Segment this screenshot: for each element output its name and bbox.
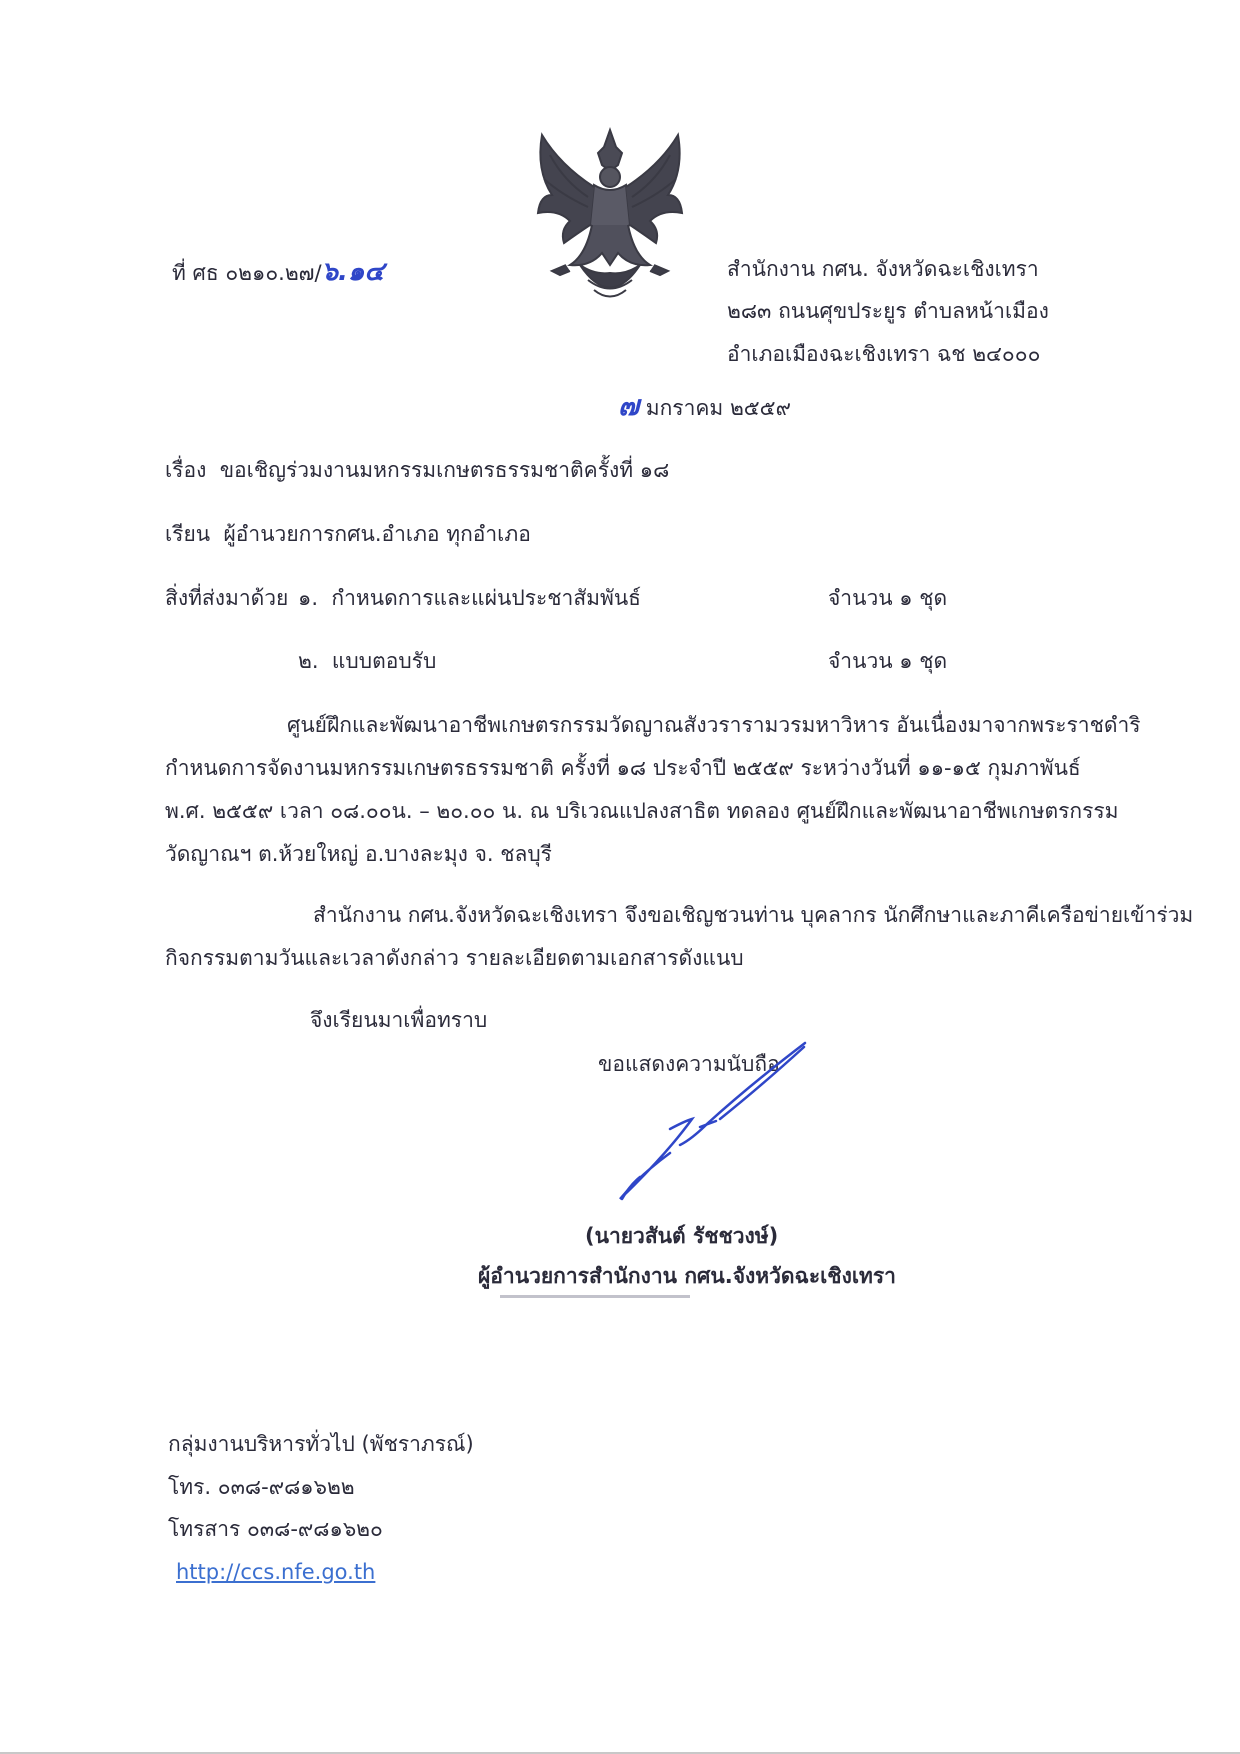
- reference-prefix: ที่ ศธ ๐๒๑๐.๒๗/: [172, 261, 322, 285]
- signer-name: (นายวสันต์ รัชชวงษ์): [585, 1224, 779, 1248]
- enclosure-number: ๒.: [298, 649, 319, 673]
- recipient-text: ผู้อำนวยการกศน.อำเภอ ทุกอำเภอ: [223, 522, 531, 546]
- footer-fax: โทรสาร ๐๓๘-๙๘๑๖๒๐: [168, 1517, 383, 1541]
- body-paragraph-1: [165, 704, 1145, 876]
- recipient-line: [165, 520, 531, 548]
- paragraph-line: วัดญาณฯ ต.ห้วยใหญ่ อ.บางละมุง จ. ชลบุรี: [165, 842, 552, 866]
- subject-label: เรื่อง: [165, 458, 207, 482]
- footer-unit: กลุ่มงานบริหารทั่วไป (พัชราภรณ์): [168, 1432, 474, 1456]
- enclosures-label: สิ่งที่ส่งมาด้วย: [165, 586, 289, 610]
- recipient-label: เรียน: [165, 522, 211, 546]
- letter-date: [618, 389, 791, 422]
- enclosure-text: แบบตอบรับ: [331, 649, 437, 673]
- signature-icon: [600, 1035, 820, 1205]
- sender-line-1: สำนักงาน กศน. จังหวัดฉะเชิงเทรา: [727, 257, 1039, 281]
- stamp-smudge: [500, 1295, 690, 1298]
- sender-line-3: อำเภอเมืองฉะเชิงเทรา ฉช ๒๔๐๐๐: [727, 342, 1041, 366]
- signer-position: ผู้อำนวยการสำนักงาน กศน.จังหวัดฉะเชิงเทรา: [478, 1264, 896, 1288]
- paragraph-line: ศูนย์ฝึกและพัฒนาอาชีพเกษตรกรรมวัดญาณสังวรารามวรมหาวิหาร อันเนื่องมาจากพระราชดำริ: [287, 713, 1141, 737]
- paragraph-line: กิจกรรมตามวันและเวลาดังกล่าว รายละเอียดตามเอกสารดังแนบ: [165, 946, 744, 970]
- paragraph-line: กำหนดการจัดงานมหกรรมเกษตรธรรมชาติ ครั้งที่ ๑๘ ประจำปี ๒๕๕๙ ระหว่างวันที่ ๑๑-๑๕ กุมภาพันธ์: [165, 756, 1081, 780]
- enclosure-quantity-2: จำนวน ๑ ชุด: [828, 649, 948, 673]
- footer-tel: โทร. ๐๓๘-๙๘๑๖๒๒: [168, 1475, 355, 1499]
- date-day-handwritten: ๗: [618, 389, 640, 422]
- body-paragraph-3: จึงเรียนมาเพื่อทราบ: [310, 1008, 488, 1032]
- paragraph-line: สำนักงาน กศน.จังหวัดฉะเชิงเทรา จึงขอเชิญชวนท่าน บุคลากร นักศึกษาและภาคีเครือข่ายเข้าร่วม: [313, 903, 1194, 927]
- reference-handwritten-number: ๖.๑๔: [321, 257, 385, 287]
- body-paragraph-2: [165, 894, 1194, 980]
- sender-line-2: ๒๘๓ ถนนศุขประยูร ตำบลหน้าเมือง: [727, 299, 1049, 323]
- garuda-emblem-icon: [530, 125, 690, 310]
- reference-number: [172, 258, 384, 287]
- enclosure-number: ๑.: [298, 586, 319, 610]
- website-link[interactable]: http://ccs.nfe.go.th: [176, 1560, 376, 1584]
- enclosure-text: กำหนดการและแผ่นประชาสัมพันธ์: [331, 586, 641, 610]
- subject-text: ขอเชิญร่วมงานมหกรรมเกษตรธรรมชาติครั้งที่ ๑๘: [219, 458, 670, 482]
- paragraph-line: พ.ศ. ๒๕๕๙ เวลา ๐๘.๐๐น. – ๒๐.๐๐ น. ณ บริเวณแปลงสาธิต ทดลอง ศูนย์ฝึกและพัฒนาอาชีพเกษตรกรรม: [165, 799, 1119, 823]
- enclosure-item-2: [298, 647, 436, 675]
- date-month-year: มกราคม ๒๕๕๙: [645, 396, 791, 420]
- closing-text: ขอแสดงความนับถือ: [598, 1052, 780, 1076]
- enclosure-quantity-1: จำนวน ๑ ชุด: [828, 586, 948, 610]
- enclosure-item-1: [298, 584, 641, 612]
- subject-line: [165, 456, 669, 484]
